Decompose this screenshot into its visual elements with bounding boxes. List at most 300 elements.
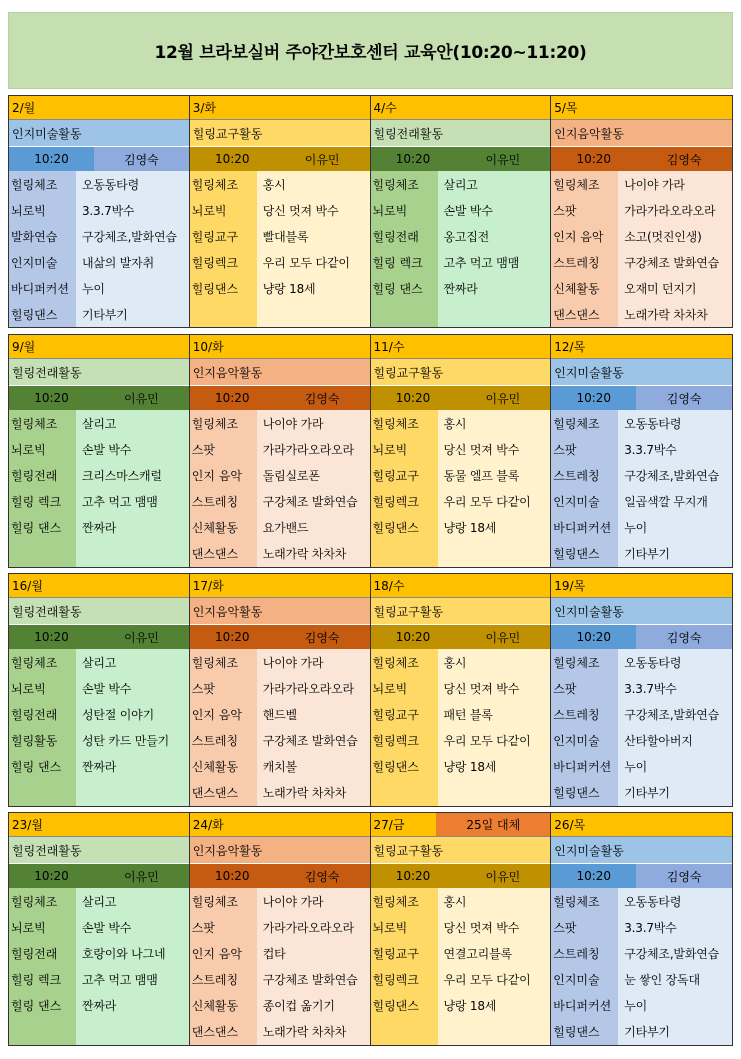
program-content: 냥랑 18세 bbox=[438, 515, 551, 541]
program-content: 옹고집전 bbox=[438, 223, 551, 249]
program-category: 뇌로빅 bbox=[371, 914, 438, 940]
program-content: 고추 먹고 맴맴 bbox=[76, 967, 189, 993]
activity-title: 힐링전래활동 bbox=[9, 598, 189, 625]
program-row bbox=[371, 967, 551, 993]
program-category: 바디퍼커션 bbox=[551, 754, 618, 780]
program-row bbox=[551, 223, 732, 249]
program-row bbox=[551, 410, 732, 436]
program-row bbox=[551, 701, 732, 727]
program-category: 힐링댄스 bbox=[371, 993, 438, 1019]
activity-title: 힐링교구활동 bbox=[371, 837, 551, 864]
program-content bbox=[76, 780, 189, 806]
program-category: 힐링 렉크 bbox=[371, 249, 438, 275]
time-label: 10:20 bbox=[190, 386, 275, 410]
program-row bbox=[190, 301, 370, 327]
date-label: 4/수 bbox=[373, 101, 397, 115]
program-content: 기타부기 bbox=[618, 541, 732, 567]
program-row bbox=[371, 888, 551, 914]
program-content: 짠짜라 bbox=[76, 515, 189, 541]
program-category: 힐링 댄스 bbox=[9, 754, 76, 780]
time-label: 10:20 bbox=[371, 386, 456, 410]
program-list bbox=[190, 410, 370, 567]
program-content: 누이 bbox=[618, 993, 732, 1019]
program-content: 기타부기 bbox=[618, 1019, 732, 1045]
program-category: 힐링체조 bbox=[551, 888, 618, 914]
program-category: 힐링전래 bbox=[9, 940, 76, 966]
program-list bbox=[551, 410, 732, 567]
date-label: 5/목 bbox=[554, 101, 578, 115]
program-row bbox=[190, 489, 370, 515]
program-content: 살리고 bbox=[76, 888, 189, 914]
program-category: 힐링교구 bbox=[371, 701, 438, 727]
program-row bbox=[9, 462, 189, 488]
program-category: 힐링체조 bbox=[9, 410, 76, 436]
activity-title: 인지미술활동 bbox=[551, 598, 732, 625]
time-label: 10:20 bbox=[371, 625, 456, 649]
program-category: 뇌로빅 bbox=[190, 197, 257, 223]
program-content: 짠짜라 bbox=[76, 754, 189, 780]
program-category: 힐링교구 bbox=[371, 462, 438, 488]
program-category: 힐링댄스 bbox=[371, 754, 438, 780]
date-header bbox=[551, 813, 732, 837]
date-header bbox=[9, 96, 189, 120]
program-row bbox=[551, 489, 732, 515]
program-category: 스팟 bbox=[190, 914, 257, 940]
program-content bbox=[76, 541, 189, 567]
program-category: 힐링 댄스 bbox=[9, 993, 76, 1019]
program-row bbox=[9, 914, 189, 940]
program-category: 인지 음악 bbox=[190, 940, 257, 966]
program-category: 힐링교구 bbox=[190, 223, 257, 249]
program-category bbox=[9, 780, 76, 806]
program-row bbox=[371, 675, 551, 701]
program-row bbox=[9, 780, 189, 806]
program-row bbox=[190, 888, 370, 914]
program-content: 3.3.7박수 bbox=[76, 197, 189, 223]
time-label: 10:20 bbox=[9, 386, 94, 410]
program-row bbox=[371, 780, 551, 806]
day-cell bbox=[551, 813, 732, 1045]
program-content: 짠짜라 bbox=[438, 275, 551, 301]
staff-row bbox=[371, 625, 551, 649]
program-category: 힐링댄스 bbox=[551, 780, 618, 806]
staff-row bbox=[551, 147, 732, 171]
program-content: 손발 박수 bbox=[76, 675, 189, 701]
date-label: 19/목 bbox=[554, 579, 586, 593]
program-category: 힐링체조 bbox=[551, 171, 618, 197]
program-category: 힐링체조 bbox=[551, 410, 618, 436]
program-row bbox=[190, 701, 370, 727]
program-category: 스트레칭 bbox=[190, 967, 257, 993]
program-row bbox=[371, 649, 551, 675]
program-content: 구강체조 발화연습 bbox=[257, 489, 370, 515]
program-category: 힐링체조 bbox=[190, 410, 257, 436]
staff-row bbox=[190, 864, 370, 888]
program-row bbox=[9, 410, 189, 436]
program-category bbox=[371, 301, 438, 327]
program-category: 힐링렉크 bbox=[371, 967, 438, 993]
program-category: 스팟 bbox=[190, 675, 257, 701]
time-label: 10:20 bbox=[190, 147, 275, 171]
program-category: 뇌로빅 bbox=[9, 436, 76, 462]
program-content: 가라가라오라오라 bbox=[257, 436, 370, 462]
program-content bbox=[438, 780, 551, 806]
program-category bbox=[9, 1019, 76, 1045]
program-content: 동물 엘프 블록 bbox=[438, 462, 551, 488]
program-category: 힐링 렉크 bbox=[9, 489, 76, 515]
activity-title: 인지미술활동 bbox=[9, 120, 189, 147]
program-row bbox=[9, 701, 189, 727]
date-label: 10/화 bbox=[192, 340, 224, 354]
program-row bbox=[371, 940, 551, 966]
date-header bbox=[9, 335, 189, 359]
program-row bbox=[9, 967, 189, 993]
program-category: 바디퍼커션 bbox=[551, 515, 618, 541]
program-category: 힐링체조 bbox=[9, 649, 76, 675]
program-list bbox=[9, 171, 189, 327]
program-category: 신체활동 bbox=[190, 754, 257, 780]
staff-row bbox=[371, 386, 551, 410]
program-category: 댄스댄스 bbox=[190, 541, 257, 567]
date-header bbox=[551, 574, 732, 598]
program-category: 스트레칭 bbox=[551, 940, 618, 966]
program-list bbox=[190, 171, 370, 327]
time-label: 10:20 bbox=[551, 147, 636, 171]
program-row bbox=[190, 436, 370, 462]
date-header bbox=[371, 335, 551, 359]
program-row bbox=[371, 515, 551, 541]
day-cell bbox=[371, 96, 552, 327]
staff-name: 이유민 bbox=[456, 386, 551, 410]
staff-name: 이유민 bbox=[94, 386, 189, 410]
date-header bbox=[190, 813, 370, 837]
program-category: 힐링전래 bbox=[9, 701, 76, 727]
program-category: 힐링 댄스 bbox=[9, 515, 76, 541]
program-content: 크리스마스캐럴 bbox=[76, 462, 189, 488]
program-row bbox=[9, 541, 189, 567]
program-category bbox=[190, 301, 257, 327]
program-row bbox=[190, 1019, 370, 1045]
program-content: 누이 bbox=[76, 275, 189, 301]
program-content: 노래가락 차차차 bbox=[257, 1019, 370, 1045]
program-content bbox=[438, 1019, 551, 1045]
program-row bbox=[190, 967, 370, 993]
program-row bbox=[9, 249, 189, 275]
program-category: 인지미술 bbox=[551, 967, 618, 993]
program-row bbox=[9, 754, 189, 780]
program-row bbox=[371, 541, 551, 567]
program-content: 오동동타령 bbox=[618, 649, 732, 675]
date-label: 12/목 bbox=[554, 340, 586, 354]
program-category: 댄스댄스 bbox=[190, 1019, 257, 1045]
program-list bbox=[9, 410, 189, 567]
time-label: 10:20 bbox=[551, 386, 636, 410]
program-content: 산타할아버지 bbox=[618, 728, 732, 754]
program-content bbox=[438, 541, 551, 567]
program-row bbox=[371, 1019, 551, 1045]
staff-row bbox=[551, 386, 732, 410]
program-content: 구강체조,발화연습 bbox=[618, 462, 732, 488]
date-label: 2/월 bbox=[12, 101, 36, 115]
program-row bbox=[190, 754, 370, 780]
program-row bbox=[551, 197, 732, 223]
program-content: 당신 멋져 박수 bbox=[438, 436, 551, 462]
page-title: 12월 브라보실버 주야간보호센터 교육안(10:20~11:20) bbox=[8, 12, 733, 89]
program-content: 오동동타령 bbox=[76, 171, 189, 197]
program-category: 스트레칭 bbox=[190, 489, 257, 515]
day-cell bbox=[551, 96, 732, 327]
program-category: 뇌로빅 bbox=[371, 197, 438, 223]
program-row bbox=[371, 249, 551, 275]
program-row bbox=[9, 940, 189, 966]
program-category: 인지미술 bbox=[9, 249, 76, 275]
program-content: 구강체조,발화연습 bbox=[618, 940, 732, 966]
program-category: 힐링전래 bbox=[371, 223, 438, 249]
program-content: 노래가락 차차차 bbox=[257, 780, 370, 806]
program-category bbox=[371, 1019, 438, 1045]
program-content: 구강체조 발화연습 bbox=[257, 728, 370, 754]
program-category: 인지 음악 bbox=[551, 223, 618, 249]
program-content: 누이 bbox=[618, 754, 732, 780]
day-cell bbox=[9, 335, 190, 567]
program-content: 나이야 가라 bbox=[257, 410, 370, 436]
program-row bbox=[551, 888, 732, 914]
week-block bbox=[8, 573, 733, 807]
program-category: 힐링체조 bbox=[551, 649, 618, 675]
time-label: 10:20 bbox=[551, 864, 636, 888]
program-content: 손발 박수 bbox=[438, 197, 551, 223]
program-content: 홍시 bbox=[438, 888, 551, 914]
activity-title: 인지음악활동 bbox=[190, 359, 370, 386]
program-category: 힐링 렉크 bbox=[9, 967, 76, 993]
program-row bbox=[9, 275, 189, 301]
program-row bbox=[190, 541, 370, 567]
program-row bbox=[551, 171, 732, 197]
program-row bbox=[371, 436, 551, 462]
program-list bbox=[551, 888, 732, 1045]
program-row bbox=[9, 301, 189, 327]
program-row bbox=[190, 675, 370, 701]
program-row bbox=[190, 993, 370, 1019]
date-label: 23/월 bbox=[12, 818, 43, 832]
program-category: 힐링체조 bbox=[9, 171, 76, 197]
day-cell bbox=[9, 96, 190, 327]
activity-title: 힐링교구활동 bbox=[371, 359, 551, 386]
staff-name: 김영숙 bbox=[636, 625, 732, 649]
program-row bbox=[190, 780, 370, 806]
program-list bbox=[371, 171, 551, 327]
program-category: 인지미술 bbox=[551, 728, 618, 754]
staff-name: 이유민 bbox=[456, 147, 551, 171]
program-content: 냥랑 18세 bbox=[438, 754, 551, 780]
date-header bbox=[551, 335, 732, 359]
program-row bbox=[371, 754, 551, 780]
program-list bbox=[190, 888, 370, 1045]
program-category bbox=[371, 780, 438, 806]
program-row bbox=[190, 940, 370, 966]
program-content: 내삶의 발자취 bbox=[76, 249, 189, 275]
program-row bbox=[9, 675, 189, 701]
program-category bbox=[371, 541, 438, 567]
program-content bbox=[257, 301, 370, 327]
program-category: 힐링체조 bbox=[371, 649, 438, 675]
program-row bbox=[9, 888, 189, 914]
program-category: 힐링체조 bbox=[371, 171, 438, 197]
program-content: 나이야 가라 bbox=[257, 649, 370, 675]
week-block bbox=[8, 95, 733, 328]
staff-row bbox=[371, 147, 551, 171]
program-row bbox=[551, 249, 732, 275]
program-category: 힐링교구 bbox=[371, 940, 438, 966]
program-content: 살리고 bbox=[76, 410, 189, 436]
program-row bbox=[371, 197, 551, 223]
staff-name: 김영숙 bbox=[636, 147, 732, 171]
program-category: 힐링렉크 bbox=[371, 489, 438, 515]
activity-title: 인지음악활동 bbox=[190, 598, 370, 625]
program-content: 요가밴드 bbox=[257, 515, 370, 541]
program-row bbox=[190, 728, 370, 754]
staff-name: 김영숙 bbox=[275, 864, 370, 888]
staff-name: 김영숙 bbox=[636, 386, 732, 410]
program-content: 우리 모두 다같이 bbox=[438, 489, 551, 515]
day-cell bbox=[371, 574, 552, 806]
program-category: 신체활동 bbox=[190, 515, 257, 541]
program-content: 성탄절 이야기 bbox=[76, 701, 189, 727]
program-row bbox=[9, 515, 189, 541]
activity-title: 힐링전래활동 bbox=[9, 359, 189, 386]
program-category: 스팟 bbox=[551, 197, 618, 223]
program-content: 오재미 던지기 bbox=[618, 275, 732, 301]
day-cell bbox=[551, 574, 732, 806]
program-row bbox=[371, 223, 551, 249]
program-row bbox=[371, 728, 551, 754]
program-content: 손발 박수 bbox=[76, 914, 189, 940]
program-content: 살리고 bbox=[438, 171, 551, 197]
date-label: 16/월 bbox=[12, 579, 43, 593]
program-content: 컵타 bbox=[257, 940, 370, 966]
time-label: 10:20 bbox=[190, 864, 275, 888]
program-row bbox=[551, 301, 732, 327]
time-label: 10:20 bbox=[371, 147, 456, 171]
program-row bbox=[371, 275, 551, 301]
program-row bbox=[371, 701, 551, 727]
program-content: 우리 모두 다같이 bbox=[257, 249, 370, 275]
program-row bbox=[371, 462, 551, 488]
program-category bbox=[9, 541, 76, 567]
program-row bbox=[9, 171, 189, 197]
program-content: 냥랑 18세 bbox=[257, 275, 370, 301]
time-label: 10:20 bbox=[551, 625, 636, 649]
program-row bbox=[9, 489, 189, 515]
program-category: 신체활동 bbox=[551, 275, 618, 301]
time-label: 10:20 bbox=[9, 147, 94, 171]
program-content: 눈 쌓인 장독대 bbox=[618, 967, 732, 993]
time-label: 10:20 bbox=[9, 864, 94, 888]
date-header bbox=[371, 574, 551, 598]
date-header bbox=[9, 813, 189, 837]
program-list bbox=[371, 888, 551, 1045]
program-content: 종이컵 옮기기 bbox=[257, 993, 370, 1019]
program-content: 가라가라오라오라 bbox=[257, 914, 370, 940]
program-content: 성탄 카드 만들기 bbox=[76, 728, 189, 754]
program-category: 바디퍼커션 bbox=[551, 993, 618, 1019]
program-row bbox=[551, 940, 732, 966]
activity-title: 인지미술활동 bbox=[551, 837, 732, 864]
program-category: 힐링체조 bbox=[9, 888, 76, 914]
day-cell bbox=[371, 813, 552, 1045]
program-category: 힐링댄스 bbox=[190, 275, 257, 301]
program-row bbox=[190, 914, 370, 940]
program-row bbox=[551, 993, 732, 1019]
program-content: 패턴 블록 bbox=[438, 701, 551, 727]
program-content bbox=[438, 301, 551, 327]
date-label: 27/금 bbox=[373, 818, 405, 832]
date-label: 17/화 bbox=[192, 579, 224, 593]
staff-row bbox=[551, 625, 732, 649]
program-row bbox=[551, 462, 732, 488]
program-row bbox=[190, 410, 370, 436]
staff-row bbox=[9, 386, 189, 410]
program-row bbox=[190, 275, 370, 301]
program-category: 힐링 댄스 bbox=[371, 275, 438, 301]
day-cell bbox=[371, 335, 552, 567]
activity-title: 인지미술활동 bbox=[551, 359, 732, 386]
program-content: 당신 멋져 박수 bbox=[438, 914, 551, 940]
program-category: 신체활동 bbox=[190, 993, 257, 1019]
date-header bbox=[371, 96, 551, 120]
program-content: 구강체조,발화연습 bbox=[76, 223, 189, 249]
staff-name: 김영숙 bbox=[636, 864, 732, 888]
program-category: 스트레칭 bbox=[190, 728, 257, 754]
date-label: 24/화 bbox=[192, 818, 224, 832]
program-content: 빨대블록 bbox=[257, 223, 370, 249]
program-content: 노래가락 차차차 bbox=[618, 301, 732, 327]
program-content: 구강체조 발화연습 bbox=[618, 249, 732, 275]
program-row bbox=[551, 914, 732, 940]
program-content: 핸드벨 bbox=[257, 701, 370, 727]
program-row bbox=[371, 993, 551, 1019]
program-content: 3.3.7박수 bbox=[618, 436, 732, 462]
program-row bbox=[551, 780, 732, 806]
substitute-note: 25일 대체 bbox=[436, 813, 550, 836]
program-category: 힐링체조 bbox=[371, 410, 438, 436]
program-content: 3.3.7박수 bbox=[618, 675, 732, 701]
program-row bbox=[190, 462, 370, 488]
program-category: 스트레칭 bbox=[551, 462, 618, 488]
program-content: 가라가라오라오라 bbox=[257, 675, 370, 701]
program-list bbox=[371, 410, 551, 567]
program-content: 기타부기 bbox=[618, 780, 732, 806]
program-content: 3.3.7박수 bbox=[618, 914, 732, 940]
program-content: 나이야 가라 bbox=[257, 888, 370, 914]
program-row bbox=[190, 223, 370, 249]
program-content: 가라가라오라오라 bbox=[618, 197, 732, 223]
time-label: 10:20 bbox=[371, 864, 456, 888]
program-content: 일곱색깔 무지개 bbox=[618, 489, 732, 515]
program-category: 힐링댄스 bbox=[551, 1019, 618, 1045]
staff-name: 김영숙 bbox=[94, 147, 189, 171]
program-category: 스팟 bbox=[190, 436, 257, 462]
program-row bbox=[190, 171, 370, 197]
program-row bbox=[551, 754, 732, 780]
staff-name: 김영숙 bbox=[275, 386, 370, 410]
date-header bbox=[551, 96, 732, 120]
program-category: 힐링활동 bbox=[9, 728, 76, 754]
program-row bbox=[371, 489, 551, 515]
activity-title: 힐링교구활동 bbox=[371, 598, 551, 625]
program-category: 뇌로빅 bbox=[371, 675, 438, 701]
program-content: 돌림실로폰 bbox=[257, 462, 370, 488]
